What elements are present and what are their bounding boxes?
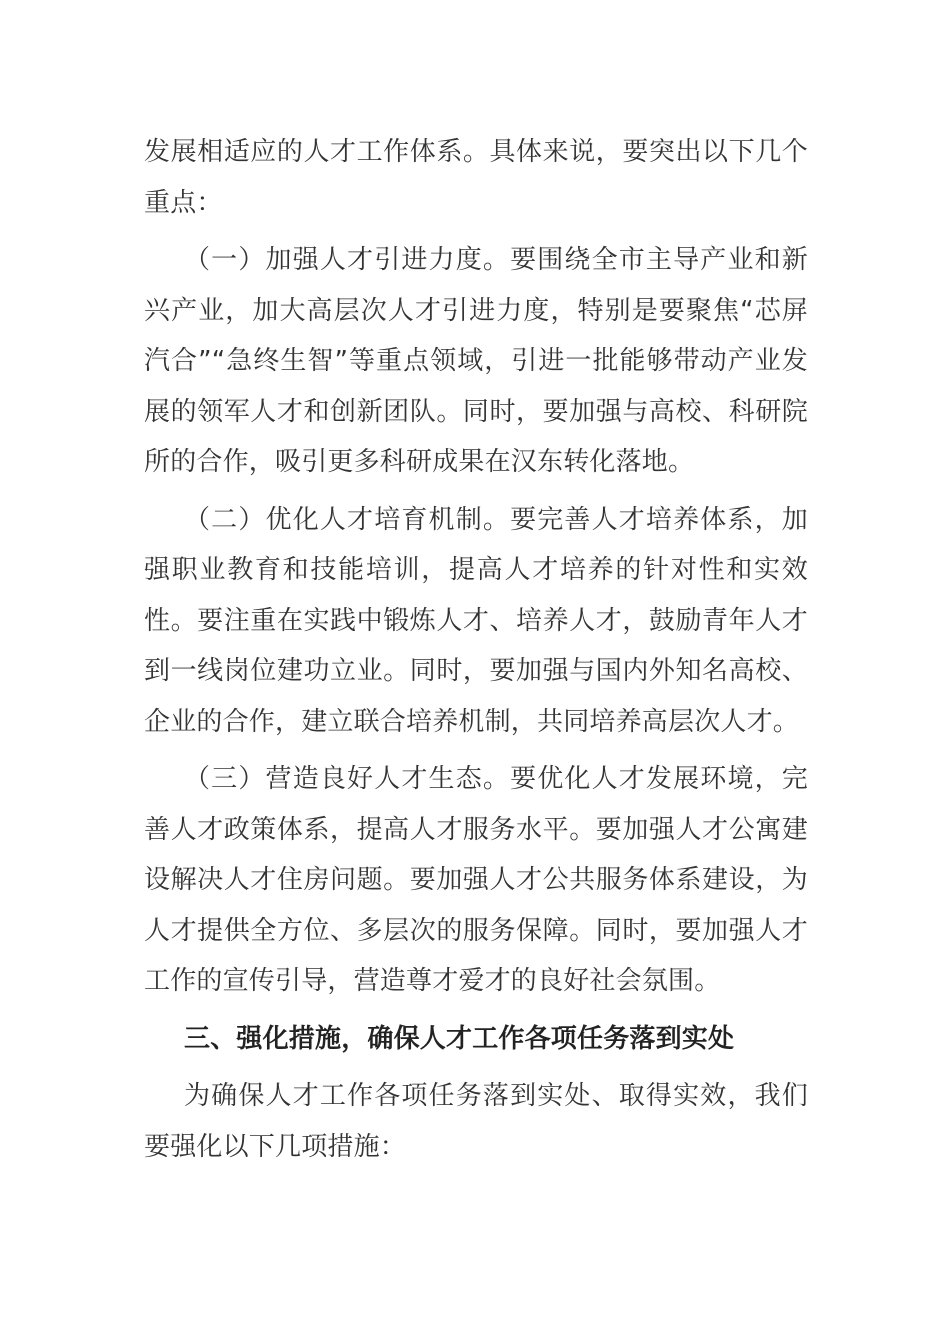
paragraph-talent-introduction: （一）加强人才引进力度。要围绕全市主导产业和新兴产业，加大高层次人才引进力度，特别是要聚焦“芯屏汽合”“急终生智”等重点领域，引进一批能够带动产业发展的领军人才和创新团队。同时，要加强与高校、科研院所的合作，吸引更多科研成果在汉东转化落地。 — [144, 245, 808, 477]
paragraph-measures-intro: 为确保人才工作各项任务落到实处、取得实效，我们要强化以下几项措施： — [144, 1081, 808, 1162]
paragraph-intro-continuation: 发展相适应的人才工作体系。具体来说，要突出以下几个重点： — [144, 137, 808, 218]
paragraph-talent-cultivation: （二）优化人才培育机制。要完善人才培养体系，加强职业教育和技能培训，提高人才培养的针对性和实效性。要注重在实践中锻炼人才、培养人才，鼓励青年人才到一线岗位建功立业。同时，要加强与国内外知名高校、企业的合作，建立联合培养机制，共同培养高层次人才。 — [144, 504, 808, 737]
paragraph-talent-ecosystem: （三）营造良好人才生态。要优化人才发展环境，完善人才政策体系，提高人才服务水平。要加强人才公寓建设解决人才住房问题。要加强人才公共服务体系建设，为人才提供全方位、多层次的服务保障。同时，要加强人才工作的宣传引导，营造尊才爱才的良好社会氛围。 — [144, 764, 808, 996]
section-heading-three: 三、强化措施，确保人才工作各项任务落到实处 — [184, 1023, 735, 1054]
document-body — [144, 127, 808, 1179]
